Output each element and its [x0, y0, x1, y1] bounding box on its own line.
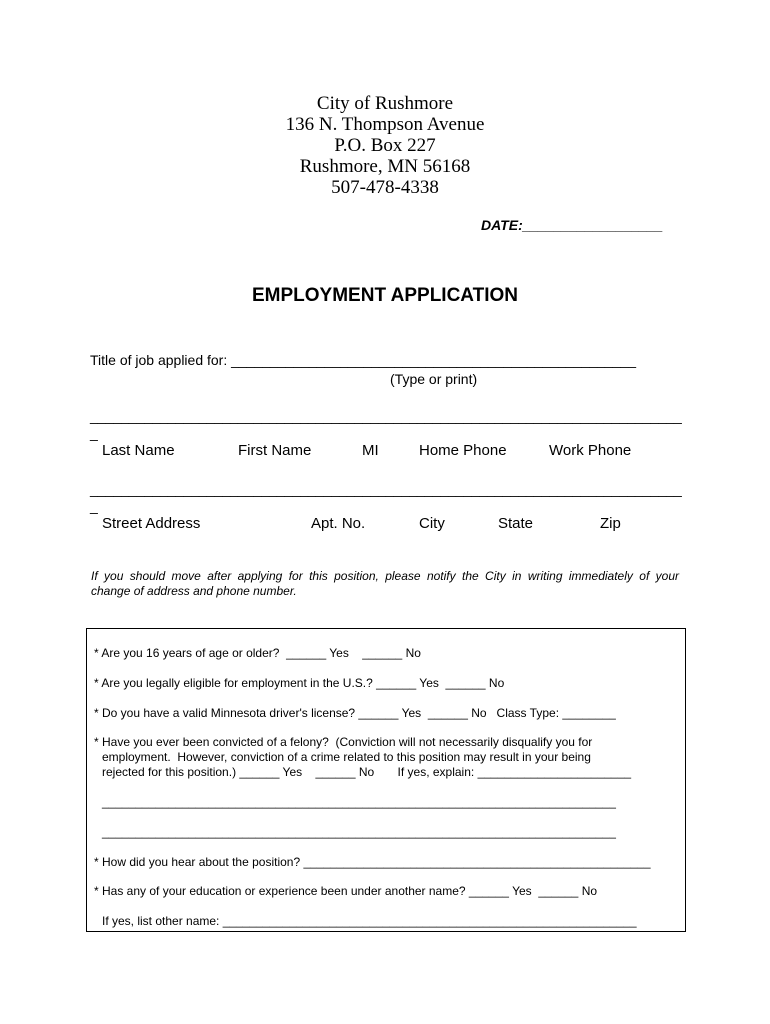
notice-line-2: change of address and phone number.: [91, 584, 297, 598]
phone-number: 507-478-4338: [331, 177, 439, 198]
explain-line-1[interactable]: _____________________________________________________________________________: [102, 795, 616, 809]
apt-no-label: Apt. No.: [311, 515, 366, 532]
page-title: EMPLOYMENT APPLICATION: [252, 285, 518, 306]
street-address-label: Street Address: [102, 515, 201, 532]
po-box: P.O. Box 227: [334, 135, 436, 156]
work-phone-label: Work Phone: [549, 442, 632, 459]
question-license[interactable]: * Do you have a valid Minnesota driver's license? ______ Yes ______ No Class Type: ________: [94, 706, 616, 720]
question-other-name[interactable]: * Has any of your education or experience been under another name? ______ Yes ______ No: [94, 884, 598, 898]
state-label: State: [498, 515, 534, 532]
question-felony-line-2: employment. However, conviction of a crime related to this position may result in your being: [102, 750, 591, 764]
first-name-label: First Name: [238, 442, 312, 459]
explain-line-2[interactable]: _____________________________________________________________________________: [102, 825, 616, 839]
address-line-underscore: _: [90, 498, 98, 514]
name-line-underscore: _: [90, 425, 98, 441]
question-eligible[interactable]: * Are you legally eligible for employment in the U.S.? ______ Yes ______ No: [94, 676, 505, 690]
address-line[interactable]: ____________________________________________________________________________: [90, 481, 682, 497]
type-or-print-note: (Type or print): [390, 371, 478, 387]
question-hear-about[interactable]: * How did you hear about the position? ____________________________________________________: [94, 855, 651, 869]
home-phone-label: Home Phone: [419, 442, 507, 459]
date-field[interactable]: DATE:__________________: [481, 217, 663, 233]
question-felony-line-1[interactable]: * Have you ever been convicted of a felony? (Conviction will not necessarily disqualify you for: [94, 735, 593, 749]
other-name-field[interactable]: If yes, list other name: ______________________________________________________________: [102, 914, 637, 928]
notice-line-1: If you should move after applying for this position, please notify the City in writing immediately of your: [91, 569, 679, 583]
question-felony-line-3[interactable]: rejected for this position.) ______ Yes ______ No If yes, explain: _______________________: [102, 765, 632, 779]
last-name-label: Last Name: [102, 442, 175, 459]
city-state-zip: Rushmore, MN 56168: [299, 156, 471, 177]
street-address: 136 N. Thompson Avenue: [285, 114, 485, 135]
job-title-field[interactable]: Title of job applied for: ____________________________________________________: [90, 352, 636, 368]
city-label: City: [419, 515, 445, 532]
name-phone-line[interactable]: ____________________________________________________________________________: [90, 408, 682, 424]
zip-label: Zip: [600, 515, 621, 532]
city-name: City of Rushmore: [316, 93, 454, 114]
question-age[interactable]: * Are you 16 years of age or older? ______ Yes ______ No: [94, 646, 421, 660]
mi-label: MI: [362, 442, 379, 459]
